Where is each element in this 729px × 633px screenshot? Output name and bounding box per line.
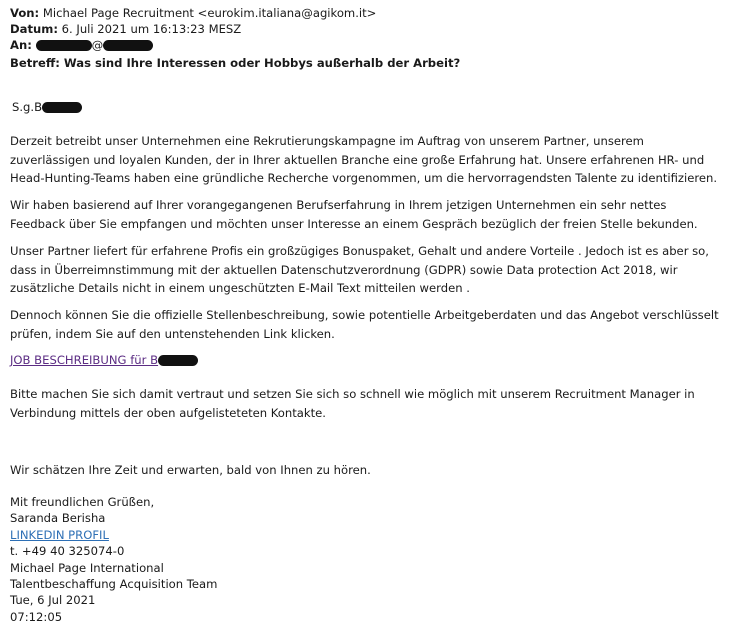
date-label: Datum:: [10, 22, 58, 36]
greeting: S.g.B: [10, 98, 719, 117]
redaction-bar: [103, 40, 153, 51]
redaction-bar: [36, 40, 92, 51]
job-description-link[interactable]: JOB BESCHREIBUNG für B: [10, 353, 159, 367]
redaction-bar: [158, 355, 198, 366]
date-value: 6. Juli 2021 um 16:13:23 MESZ: [61, 22, 242, 36]
linkedin-link[interactable]: LINKEDIN PROFIL: [10, 527, 109, 542]
sent-date: Tue, 6 Jul 2021: [10, 593, 96, 608]
paragraph-3: Unser Partner liefert für erfahrene Profis ein großzügiges Bonuspaket, Gehalt und andere Vorteile . Jedoch ist es aber so, dass in Überreimnstimmung mit der aktuellen Datenschutzverordnung (GDPR) sowie Data protection Act 2018, wir zusätzliche Details nicht in einem ungeschützten E-Mail Text mitteilen werden .: [10, 244, 709, 295]
from-label: Von:: [10, 6, 40, 20]
from-value: Michael Page Recruitment <eurokim.italiana@agikom.it>: [42, 6, 377, 20]
phone: t. +49 40 325074-0: [10, 544, 125, 559]
company: Michael Page International: [10, 560, 164, 575]
sender-name: Saranda Berisha: [10, 511, 106, 526]
to-line: [10, 38, 153, 54]
signature-block: [10, 494, 719, 625]
team: Talentbeschaffung Acquisition Team: [10, 577, 218, 592]
subject-line: [10, 56, 460, 72]
subject: Betreff: Was sind Ihre Interessen oder Hobbys außerhalb der Arbeit?: [10, 56, 461, 70]
to-label: An:: [10, 38, 32, 52]
closing: Mit freundlichen Grüßen,: [10, 495, 155, 509]
paragraph-6: Wir schätzen Ihre Zeit und erwarten, bald von Ihnen zu hören.: [10, 463, 371, 477]
paragraph-5: Bitte machen Sie sich damit vertraut und setzen Sie sich so schnell wie möglich mit unserem Recruitment Manager in Verbindung mittels der oben aufgelisteteten Kontakte.: [10, 387, 695, 420]
job-link-line: [10, 351, 719, 370]
paragraph-2: Wir haben basierend auf Ihrer vorangegangenen Berufserfahrung in Ihrem jetzigen Unternehmen ein sehr nettes Feedback über Sie empfangen und möchten unser Interesse an einem Gespräch bezüglich der freien Stelle bekunden.: [10, 198, 698, 231]
paragraph-4: Dennoch können Sie die offizielle Stellenbeschreibung, sowie potentielle Arbeitgeberdaten und das Angebot verschlüsselt prüfen, indem Sie auf den untenstehenden Link klicken.: [10, 308, 719, 341]
date-line: [10, 22, 241, 38]
sent-time: 07:12:05: [10, 609, 63, 624]
redaction-bar: [42, 102, 82, 113]
paragraph-1: Derzeit betreibt unser Unternehmen eine Rekrutierungskampagne im Auftrag von unserem Partner, unserem zuverlässigen und loyalen Kunden, der in Ihrer aktuellen Branche eine große Erfahrung hat. Unsere erfahrenen HR- und Head-Hunting-Teams haben eine gründliche Recherche vorgenommen, um die hervorragendsten Talente zu identifizieren.: [10, 134, 718, 185]
to-value: @: [91, 38, 104, 52]
from-line: [10, 6, 376, 22]
